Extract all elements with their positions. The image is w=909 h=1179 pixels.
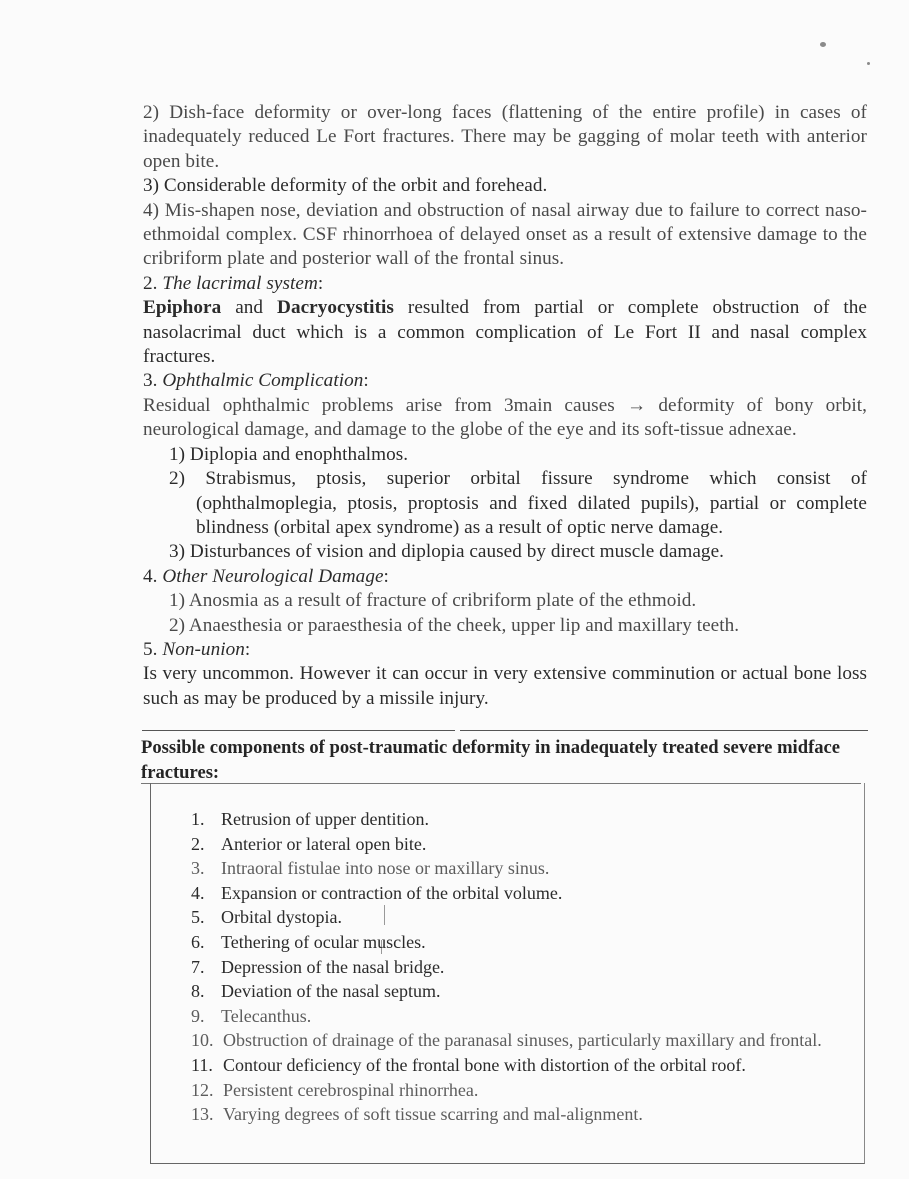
lacrimal-text: Epiphora and Dacryocystitis resulted from partial or complete obstruction of the nasolacrimal duct which is a common complication of Le Fort II and nasal complex fractures. <box>143 297 867 368</box>
deformity-list <box>191 807 863 1127</box>
box-title: Possible components of post-traumatic deformity in inadequately treated severe midface fractures: <box>141 737 841 783</box>
list-item: 3. Intraoral fistulae into nose or maxillary sinus. <box>191 858 550 879</box>
list-item: 2. Anterior or lateral open bite. <box>191 833 427 854</box>
ophthalmic-heading: 3. Ophthalmic Complication: <box>143 370 369 392</box>
neuro-heading: 4. Other Neurological Damage: <box>143 565 389 587</box>
ophthalmic-item: 3) Disturbances of vision and diplopia caused by direct muscle damage. <box>169 541 724 563</box>
nonunion-text: Is very uncommon. However it can occur in very extensive comminution or actual bone loss such as may be produced by a missile injury. <box>143 663 867 709</box>
list-item: 11. Contour deficiency of the frontal bone with distortion of the orbital roof. <box>191 1054 746 1075</box>
ophthalmic-intro: Residual ophthalmic problems arise from 3main causes → deformity of bony orbit, neurological damage, and damage to the globe of the eye and its soft-tissue adnexae. <box>143 394 867 441</box>
list-item: 7. Depression of the nasal bridge. <box>191 956 445 977</box>
list-item: 1. Retrusion of upper dentition. <box>191 809 429 829</box>
list-item: 5. Orbital dystopia. <box>191 907 342 928</box>
ophthalmic-item: 2) Strabismus, ptosis, superior orbital fissure syndrome which consist of (ophthalmoplegia, ptosis, proptosis and fixed dilated pupils), partial or complete blindness (orbital apex syndrome) as a result of optic nerve damage. <box>169 468 867 538</box>
list-item: 4. Expansion or contraction of the orbital volume. <box>191 882 563 903</box>
list-item: 9. Telecanthus. <box>191 1005 312 1026</box>
complication-3: 3) Considerable deformity of the orbit and forehead. <box>143 175 548 197</box>
nonunion-heading: 5. Non-union: <box>143 638 251 660</box>
list-item: 12. Persistent cerebrospinal rhinorrhea. <box>191 1079 479 1100</box>
main-text <box>143 101 867 711</box>
neuro-item: 2) Anaesthesia or paraesthesia of the cheek, upper lip and maxillary teeth. <box>169 614 740 636</box>
neuro-item: 1) Anosmia as a result of fracture of cribriform plate of the ethmoid. <box>169 590 697 612</box>
list-item: 10. Obstruction of drainage of the paranasal sinuses, particularly maxillary and frontal. <box>191 1030 822 1051</box>
scan-speck <box>867 62 870 65</box>
list-item: 6. Tethering of ocular muscles. <box>191 931 426 952</box>
complication-4: 4) Mis-shapen nose, deviation and obstruction of nasal airway due to failure to correct naso-ethmoidal complex. CSF rhinorrhoea of delayed onset as a result of extensive damage to the cribriform plate and posterior wall of the frontal sinus. <box>143 199 867 270</box>
complication-2: 2) Dish-face deformity or over-long faces (flattening of the entire profile) in cases of inadequately reduced Le Fort fractures. There may be gagging of molar teeth with anterior open bite. <box>143 102 867 172</box>
section-divider <box>142 730 868 734</box>
lacrimal-heading: 2. The lacrimal system: <box>143 272 324 294</box>
scan-speck <box>820 42 826 47</box>
list-item: 8. Deviation of the nasal septum. <box>191 981 441 1002</box>
list-item: 13. Varying degrees of soft tissue scarring and mal-alignment. <box>191 1104 643 1125</box>
ophthalmic-item: 1) Diplopia and enophthalmos. <box>169 443 409 465</box>
